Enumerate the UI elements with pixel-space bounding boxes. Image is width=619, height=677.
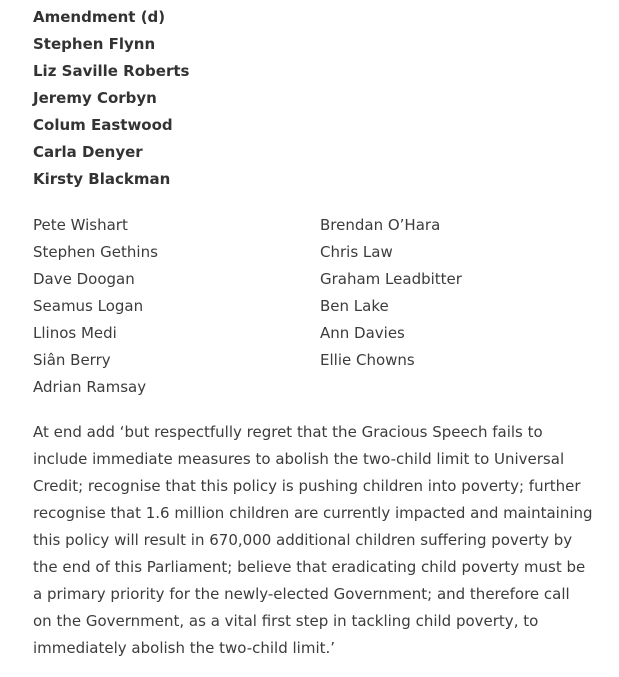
amendment-title: Amendment (d) (33, 8, 166, 26)
supporter-name: Ann Davies (320, 324, 405, 342)
supporter-name: Adrian Ramsay (33, 378, 147, 396)
sponsor-name: Liz Saville Roberts (33, 62, 190, 80)
supporter-name: Siân Berry (33, 351, 111, 369)
sponsor-name: Colum Eastwood (33, 116, 173, 134)
supporters-list (33, 212, 593, 401)
sponsor-name: Kirsty Blackman (33, 170, 171, 188)
sponsor-name: Carla Denyer (33, 143, 143, 161)
supporter-name: Seamus Logan (33, 297, 144, 315)
supporter-name: Llinos Medi (33, 324, 117, 342)
sponsor-name: Jeremy Corbyn (33, 89, 157, 107)
supporter-name: Ben Lake (320, 297, 389, 315)
supporter-name: Brendan O’Hara (320, 216, 441, 234)
supporter-name: Chris Law (320, 243, 393, 261)
supporter-name: Dave Doogan (33, 270, 135, 288)
amendment-document (33, 4, 593, 677)
supporter-name: Ellie Chowns (320, 351, 415, 369)
amendment-sponsors (33, 4, 593, 193)
supporter-name: Pete Wishart (33, 216, 128, 234)
sponsor-name: Stephen Flynn (33, 35, 156, 53)
supporter-name: Graham Leadbitter (320, 270, 462, 288)
amendment-text: At end add ‘but respectfully regret that the Gracious Speech fails to include immediate measures to abolish the two-child limit to Universal Credit; recognise that this policy is pushing children into poverty; further recognise that 1.6 million children are currently impacted and maintaining this policy will result in 670,000 additional children suffering poverty by the end of this Parliament; believe that eradicating child poverty must be a primary priority for the newly-elected Government; and therefore call on the Government, as a vital first step in tackling child poverty, to immediately abolish the two-child limit.’ (33, 423, 593, 657)
supporter-name: Stephen Gethins (33, 243, 158, 261)
